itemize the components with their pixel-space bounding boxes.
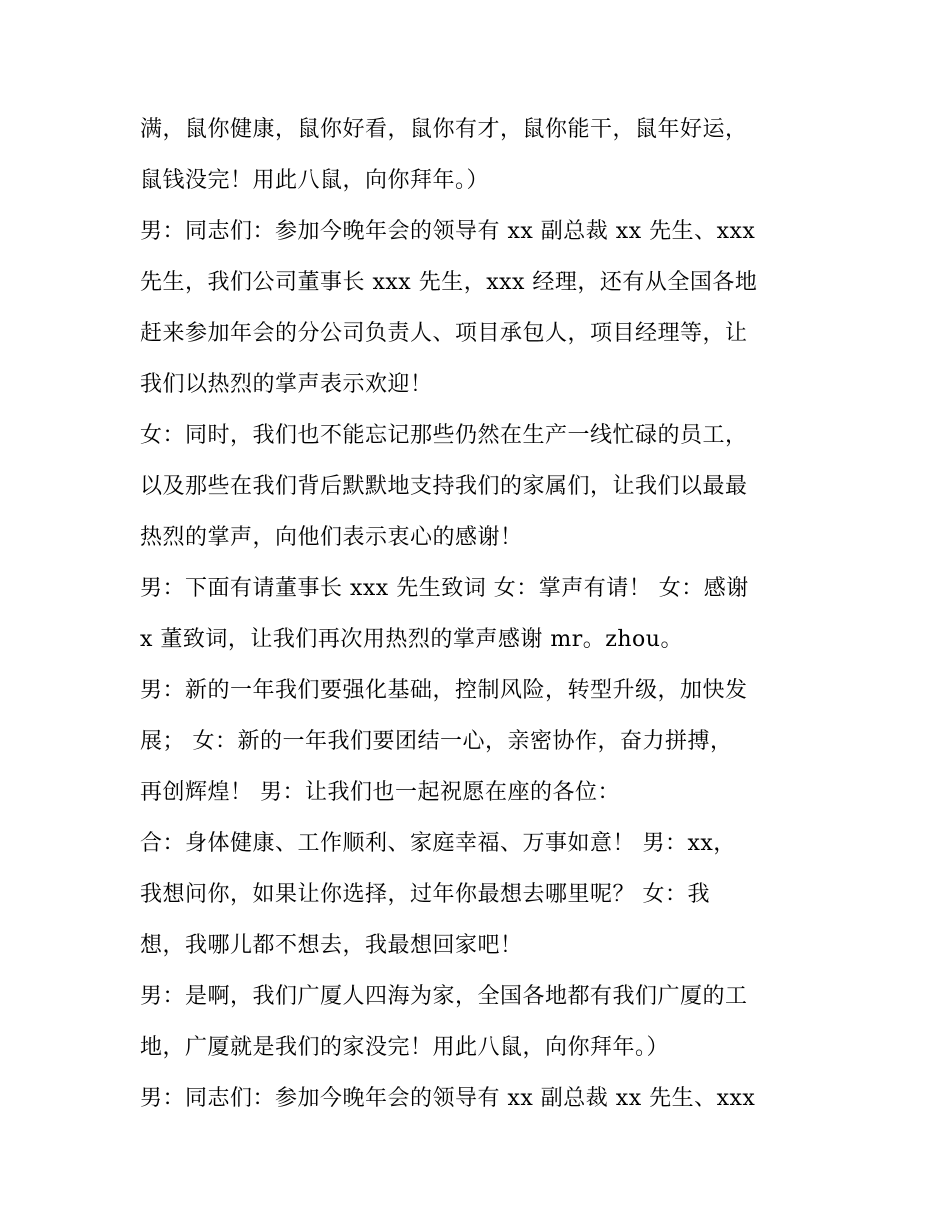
- text-line: 女：同时，我们也不能忘记那些仍然在生产一线忙碌的员工，: [140, 423, 748, 448]
- text-line: 我们以热烈的掌声表示欢迎！: [140, 372, 433, 397]
- text-line: x 董致词，让我们再次用热烈的掌声感谢 mr。zhou。: [140, 627, 683, 652]
- document-body: [140, 104, 820, 1124]
- text-line: 合：身体健康、工作顺利、家庭幸福、万事如意！ 男：xx，: [140, 831, 736, 856]
- text-line: 鼠钱没完！用此八鼠，向你拜年。）: [140, 168, 490, 193]
- text-line: 赶来参加年会的分公司负责人、项目承包人，项目经理等，让: [140, 321, 748, 346]
- text-line: 先生，我们公司董事长 xxx 先生，xxx 经理，还有从全国各地: [140, 270, 758, 295]
- text-line: 男：下面有请董事长 xxx 先生致词 女：掌声有请！ 女：感谢: [140, 576, 749, 601]
- text-line: 再创辉煌！ 男：让我们也一起祝愿在座的各位：: [140, 780, 620, 805]
- text-line: 地，广厦就是我们的家没完！用此八鼠，向你拜年。）: [140, 1035, 670, 1060]
- text-line: 以及那些在我们背后默默地支持我们的家属们，让我们以最最: [140, 474, 748, 499]
- text-line: 想，我哪儿都不想去，我最想回家吧！: [140, 933, 523, 958]
- text-line: 满，鼠你健康，鼠你好看，鼠你有才，鼠你能干，鼠年好运，: [140, 117, 748, 142]
- text-line: 男：是啊，我们广厦人四海为家，全国各地都有我们广厦的工: [140, 984, 748, 1009]
- text-line: 男：新的一年我们要强化基础，控制风险，转型升级，加快发: [140, 678, 748, 703]
- text-line: 热烈的掌声，向他们表示衷心的感谢！: [140, 525, 523, 550]
- text-line: 男：同志们：参加今晚年会的领导有 xx 副总裁 xx 先生、xxx: [140, 1086, 756, 1111]
- text-line: 展； 女：新的一年我们要团结一心，亲密协作，奋力拼搏，: [140, 729, 733, 754]
- text-line: 我想问你，如果让你选择，过年你最想去哪里呢？ 女：我: [140, 882, 710, 907]
- text-line: 男：同志们：参加今晚年会的领导有 xx 副总裁 xx 先生、xxx: [140, 219, 756, 244]
